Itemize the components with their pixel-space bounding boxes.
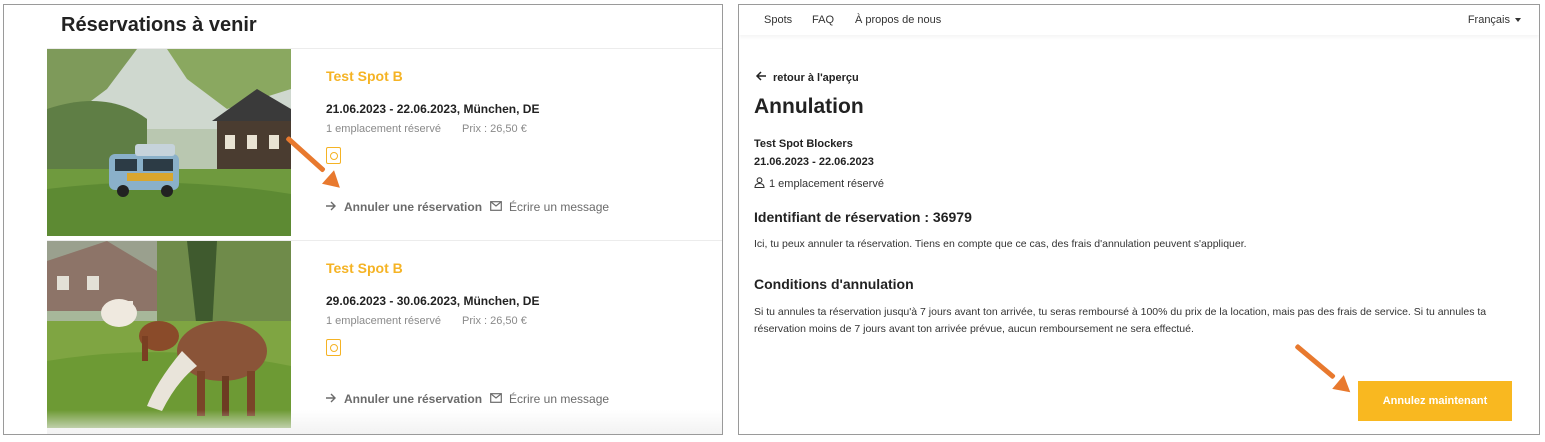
envelope-icon xyxy=(490,200,502,214)
cancel-reservation-link[interactable] xyxy=(326,200,482,214)
back-to-overview-link[interactable] xyxy=(755,71,859,84)
nav-faq[interactable]: FAQ xyxy=(812,14,835,26)
booking-info xyxy=(326,241,716,428)
write-message-link[interactable] xyxy=(490,200,609,214)
envelope-icon xyxy=(490,392,502,406)
person-icon xyxy=(754,177,765,191)
booking-dates: 29.06.2023 - 30.06.2023, München, DE xyxy=(326,294,540,308)
arrow-right-icon xyxy=(326,392,337,406)
price: Prix : 26,50 € xyxy=(462,123,527,135)
places-count: 1 emplacement réservé xyxy=(326,315,441,327)
spot-name-link[interactable]: Test Spot B xyxy=(326,260,403,276)
page-title: Réservations à venir xyxy=(61,14,257,36)
booking-meta xyxy=(326,315,527,327)
nav-spots[interactable]: Spots xyxy=(764,14,793,26)
booking-id-heading: Identifiant de réservation : 36979 xyxy=(754,209,972,225)
booking-info xyxy=(326,49,716,236)
cancel-reservation-label: Annuler une réservation xyxy=(344,392,483,406)
price: Prix : 26,50 € xyxy=(462,315,527,327)
booking-card xyxy=(47,48,723,236)
page-title: Annulation xyxy=(754,95,864,118)
upcoming-reservations-panel xyxy=(3,4,723,435)
write-message-label: Écrire un message xyxy=(509,392,610,406)
arrow-right-icon xyxy=(326,200,337,214)
conditions-heading: Conditions d'annulation xyxy=(754,276,914,292)
booking-card xyxy=(47,240,723,428)
spot-name-link[interactable]: Test Spot B xyxy=(326,68,403,84)
back-link-label: retour à l'aperçu xyxy=(773,71,859,84)
washing-machine-icon xyxy=(326,147,341,164)
spot-photo-llamas[interactable] xyxy=(47,241,291,428)
cancel-now-button[interactable]: Annulez maintenant xyxy=(1358,381,1512,421)
language-selector[interactable] xyxy=(1468,14,1521,26)
conditions-text: Si tu annules ta réservation jusqu'à 7 jours avant ton arrivée, tu seras remboursé à 100% du prix de la location, mais pas des frais de service. Si tu annules ta réservation moins de 7 jours avant ton arrivée prévue, aucun remboursement ne sera effectué. xyxy=(754,306,1487,335)
spot-name: Test Spot Blockers xyxy=(754,138,853,150)
places-count xyxy=(754,177,884,191)
top-navigation xyxy=(739,5,1539,35)
cancel-reservation-label: Annuler une réservation xyxy=(344,200,483,214)
arrow-left-icon xyxy=(755,71,766,84)
language-label: Français xyxy=(1467,14,1510,26)
intro-text: Ici, tu peux annuler ta réservation. Tiens en compte que ce cas, des frais d'annulation peuvent s'appliquer. xyxy=(754,238,1247,250)
booking-dates: 21.06.2023 - 22.06.2023, München, DE xyxy=(326,102,540,116)
places-count: 1 emplacement réservé xyxy=(326,123,441,135)
places-label: 1 emplacement réservé xyxy=(769,178,884,190)
booking-dates: 21.06.2023 - 22.06.2023 xyxy=(754,156,874,168)
booking-meta xyxy=(326,123,527,135)
washing-machine-icon xyxy=(326,339,341,356)
caret-down-icon xyxy=(1515,18,1521,22)
nav-about[interactable]: À propos de nous xyxy=(855,14,942,26)
cancellation-panel xyxy=(738,4,1540,435)
write-message-label: Écrire un message xyxy=(509,200,610,214)
write-message-link[interactable] xyxy=(490,392,609,406)
spot-photo-van[interactable] xyxy=(47,49,291,236)
cancel-reservation-link[interactable] xyxy=(326,392,482,406)
